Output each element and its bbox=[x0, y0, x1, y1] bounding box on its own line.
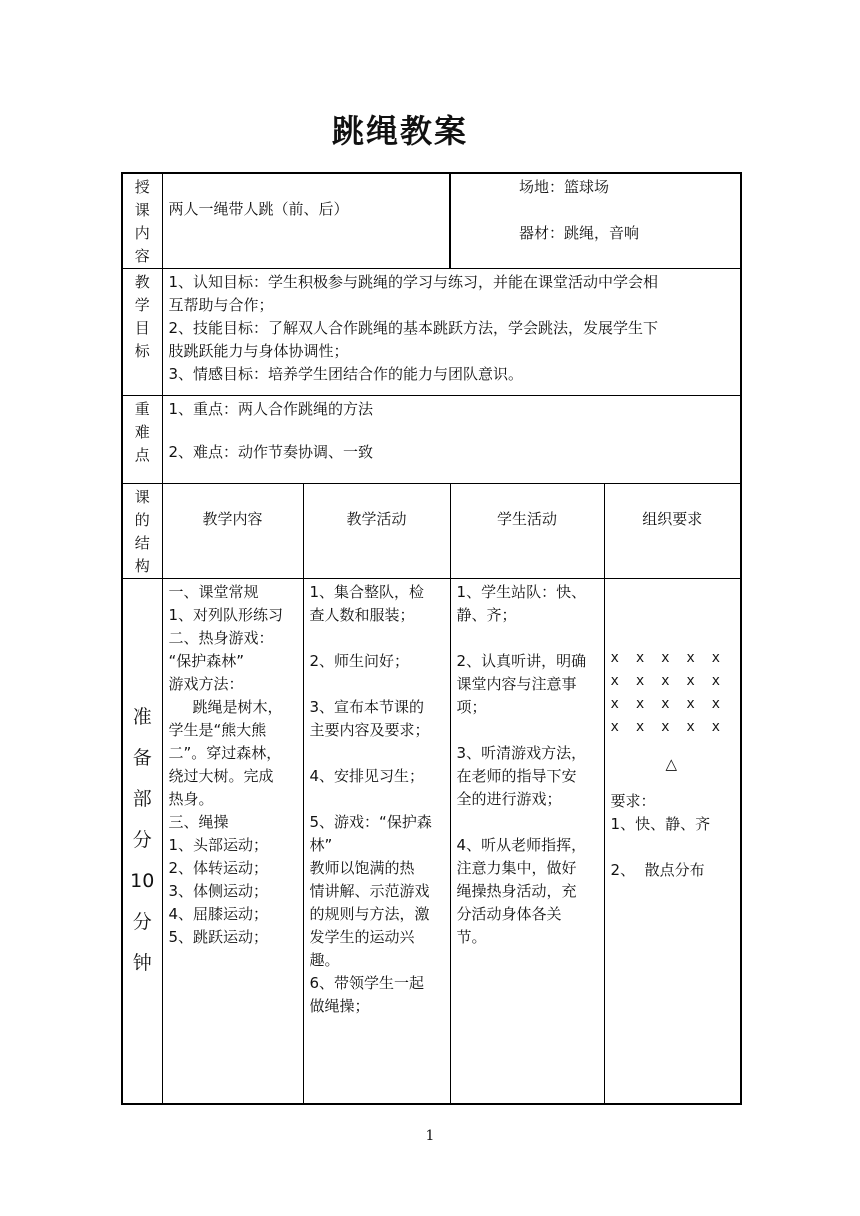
student-line: 4、听从老师指挥， bbox=[456, 836, 587, 854]
teacher-line: 1、集合整队，检 bbox=[309, 583, 425, 601]
page-number: 1 bbox=[425, 1128, 435, 1144]
teacher-line: 林” bbox=[309, 836, 333, 854]
teacher-line: 做绳操； bbox=[309, 997, 370, 1015]
content-line: 2、体转运动； bbox=[168, 859, 269, 877]
teacher-line: 的规则与方法，激 bbox=[309, 905, 430, 923]
row-key-points bbox=[122, 396, 741, 484]
lesson-content-text: 两人一绳带人跳（前、后） bbox=[168, 200, 349, 218]
student-line: 静、齐； bbox=[456, 606, 517, 624]
student-line: 项； bbox=[456, 698, 487, 716]
label-structure: 课 的 结 构 bbox=[122, 484, 162, 579]
venue-text: 场地：篮球场 bbox=[519, 178, 610, 196]
objective-line: 2、技能目标：了解双人合作跳绳的基本跳跃方法，学会跳法，发展学生下 bbox=[168, 319, 659, 337]
formation-row: x x x x x bbox=[610, 696, 721, 712]
lesson-content-cell bbox=[162, 173, 450, 269]
objectives-cell bbox=[162, 269, 741, 396]
objective-line: 1、认知目标：学生积极参与跳绳的学习与练习，并能在课堂活动中学会相 bbox=[168, 273, 659, 291]
student-line: 3、听清游戏方法， bbox=[456, 744, 587, 762]
content-line: 热身。 bbox=[168, 790, 214, 808]
teacher-line: 情讲解、示范游戏 bbox=[309, 882, 430, 900]
difficult-point-text: 2、难点：动作节奏协调、一致 bbox=[168, 443, 374, 461]
teacher-line: 6、带领学生一起 bbox=[309, 974, 425, 992]
student-line: 2、认真听讲，明确 bbox=[456, 652, 587, 670]
student-line: 注意力集中，做好 bbox=[456, 859, 577, 877]
label-key-points: 重 难 点 bbox=[122, 396, 162, 484]
teacher-line: 4、安排见习生； bbox=[309, 767, 425, 785]
requirement-item: 2、 散点分布 bbox=[610, 861, 705, 879]
prep-student-activity-cell bbox=[450, 579, 604, 1104]
content-line: 游戏方法： bbox=[168, 675, 244, 693]
student-line: 全的进行游戏； bbox=[456, 790, 562, 808]
content-line: 二”。穿过森林， bbox=[168, 744, 282, 762]
key-points-cell bbox=[162, 396, 741, 484]
requirement-item: 1、快、静、齐 bbox=[610, 815, 711, 833]
document-title: 跳绳教案 bbox=[331, 112, 468, 150]
header-organization: 组织要求 bbox=[604, 484, 741, 579]
objective-line: 互帮助与合作； bbox=[168, 296, 274, 314]
student-line: 在老师的指导下安 bbox=[456, 767, 577, 785]
content-line: 三、绳操 bbox=[168, 813, 229, 831]
content-line: 3、体侧运动； bbox=[168, 882, 269, 900]
prep-teacher-activity-cell bbox=[303, 579, 450, 1104]
formation-row: x x x x x bbox=[610, 650, 721, 666]
formation-row: x x x x x bbox=[610, 673, 721, 689]
label-preparation: 准 备 部 分 10 分 钟 bbox=[122, 579, 162, 1104]
header-student-activity: 学生活动 bbox=[450, 484, 604, 579]
equipment-text: 器材：跳绳，音响 bbox=[519, 224, 640, 242]
teacher-line: 查人数和服装； bbox=[309, 606, 415, 624]
content-line: 一、课堂常规 bbox=[168, 583, 259, 601]
requirements-title: 要求： bbox=[610, 792, 656, 810]
student-line: 绳操热身活动，充 bbox=[456, 882, 577, 900]
row-lesson-content bbox=[122, 173, 741, 269]
prep-content-cell bbox=[162, 579, 303, 1104]
prep-organization-cell bbox=[604, 579, 741, 1104]
header-teaching-activity: 教学活动 bbox=[303, 484, 450, 579]
content-line: 4、屈膝运动； bbox=[168, 905, 269, 923]
teacher-line: 趣。 bbox=[309, 951, 340, 969]
teacher-line: 主要内容及要求； bbox=[309, 721, 430, 739]
content-line: 1、头部运动； bbox=[168, 836, 269, 854]
content-line: 绕过大树。完成 bbox=[168, 767, 274, 785]
student-line: 节。 bbox=[456, 928, 487, 946]
teacher-line: 2、师生问好； bbox=[309, 652, 410, 670]
teacher-line: 3、宣布本节课的 bbox=[309, 698, 425, 716]
student-line: 课堂内容与注意事 bbox=[456, 675, 577, 693]
content-line: “保护森林” bbox=[168, 652, 245, 670]
content-line: 跳绳是树木， bbox=[192, 698, 283, 716]
label-lesson-content: 授 课 内 容 bbox=[122, 173, 162, 269]
content-line: 二、热身游戏： bbox=[168, 629, 274, 647]
student-line: 1、学生站队：快、 bbox=[456, 583, 587, 601]
student-line: 分活动身体各关 bbox=[456, 905, 562, 923]
objective-line: 肢跳跃能力与身体协调性； bbox=[168, 342, 349, 360]
venue-equipment-cell bbox=[450, 173, 741, 269]
row-objectives bbox=[122, 269, 741, 396]
content-line: 1、对列队形练习 bbox=[168, 606, 284, 624]
row-preparation bbox=[122, 579, 741, 1104]
teacher-line: 发学生的运动兴 bbox=[309, 928, 415, 946]
key-point-text: 1、重点：两人合作跳绳的方法 bbox=[168, 400, 374, 418]
objective-line: 3、情感目标：培养学生团结合作的能力与团队意识。 bbox=[168, 365, 524, 383]
teacher-line: 5、游戏：“保护森 bbox=[309, 813, 432, 831]
formation-row: x x x x x bbox=[610, 719, 721, 735]
teacher-position-triangle-icon: △ bbox=[665, 755, 678, 773]
header-teaching-content: 教学内容 bbox=[162, 484, 303, 579]
label-objectives: 教 学 目 标 bbox=[122, 269, 162, 396]
row-structure bbox=[122, 484, 741, 579]
teacher-line: 教师以饱满的热 bbox=[309, 859, 415, 877]
content-line: 学生是“熊大熊 bbox=[168, 721, 267, 739]
lesson-plan-table bbox=[121, 172, 742, 1105]
content-line: 5、跳跃运动； bbox=[168, 928, 269, 946]
